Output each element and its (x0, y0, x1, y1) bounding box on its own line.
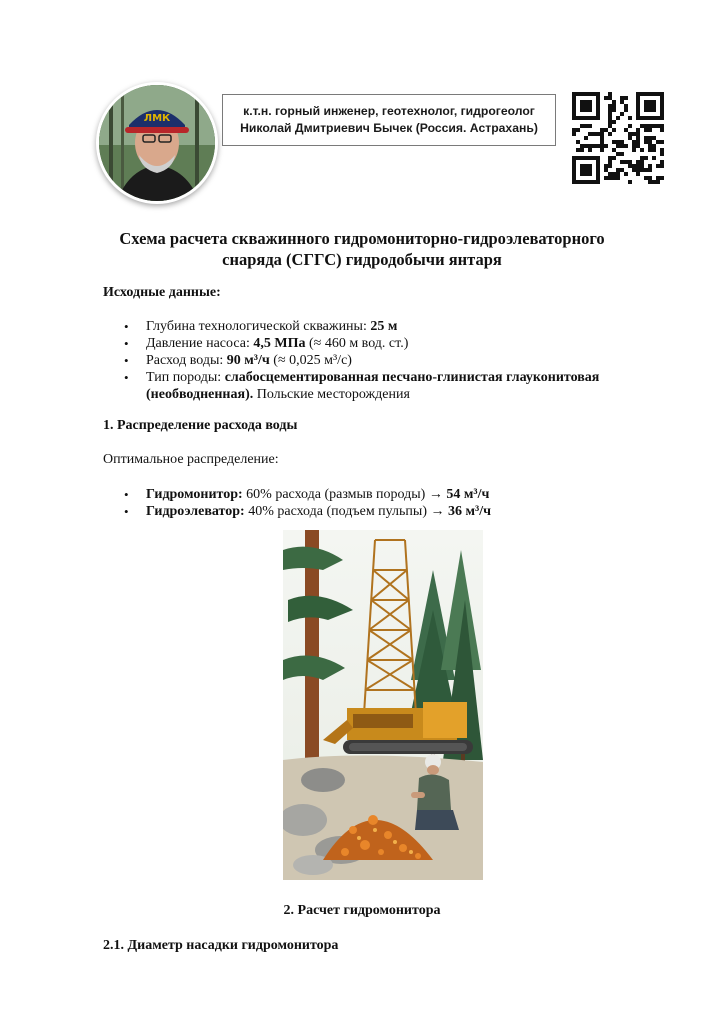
title-line-2: снаряда (СГГС) гидродобычи янтаря (222, 250, 502, 269)
section-2-heading: 2. Расчет гидромонитора (283, 903, 441, 918)
list-item: • Гидроэлеватор: 40% расхода (подъем пульпы) → 36 м³/ч (124, 503, 644, 520)
list-item: • Давление насоса: 4,5 МПа (≈ 460 м вод. ст.) (124, 335, 644, 352)
title-line-1: Схема расчета скважинного гидромониторно-гидроэлеваторного (119, 229, 605, 248)
author-info-box (222, 94, 556, 146)
flow-distribution-list (124, 486, 644, 520)
list-item: • Глубина технологической скважины: 25 м (124, 318, 644, 335)
author-photo (96, 82, 218, 204)
list-item: • Тип породы: слабосцементированная песчано-глинистая глауконитовая (необводненная). Польские месторождения (124, 369, 644, 403)
cap-logo-text: ЛМК (143, 113, 171, 124)
document-title (90, 228, 634, 270)
author-credentials: к.т.н. горный инженер, геотехнолог, гидрогеолог (243, 104, 535, 118)
list-item: • Расход воды: 90 м³/ч (≈ 0,025 м³/с) (124, 352, 644, 369)
list-item: • Гидромонитор: 60% расхода (размыв породы) → 54 м³/ч (124, 486, 644, 503)
initial-data-heading: Исходные данные: (103, 285, 221, 300)
initial-data-list (124, 318, 644, 403)
drilling-rig-illustration (283, 530, 483, 880)
section-1-intro: Оптимальное распределение: (103, 452, 279, 467)
section-1-heading: 1. Распределение расхода воды (103, 418, 298, 433)
qr-code[interactable] (572, 92, 664, 184)
section-2-1-heading: 2.1. Диаметр насадки гидромонитора (103, 938, 339, 953)
author-name: Николай Дмитриевич Бычек (Россия. Астрахань) (240, 121, 538, 135)
